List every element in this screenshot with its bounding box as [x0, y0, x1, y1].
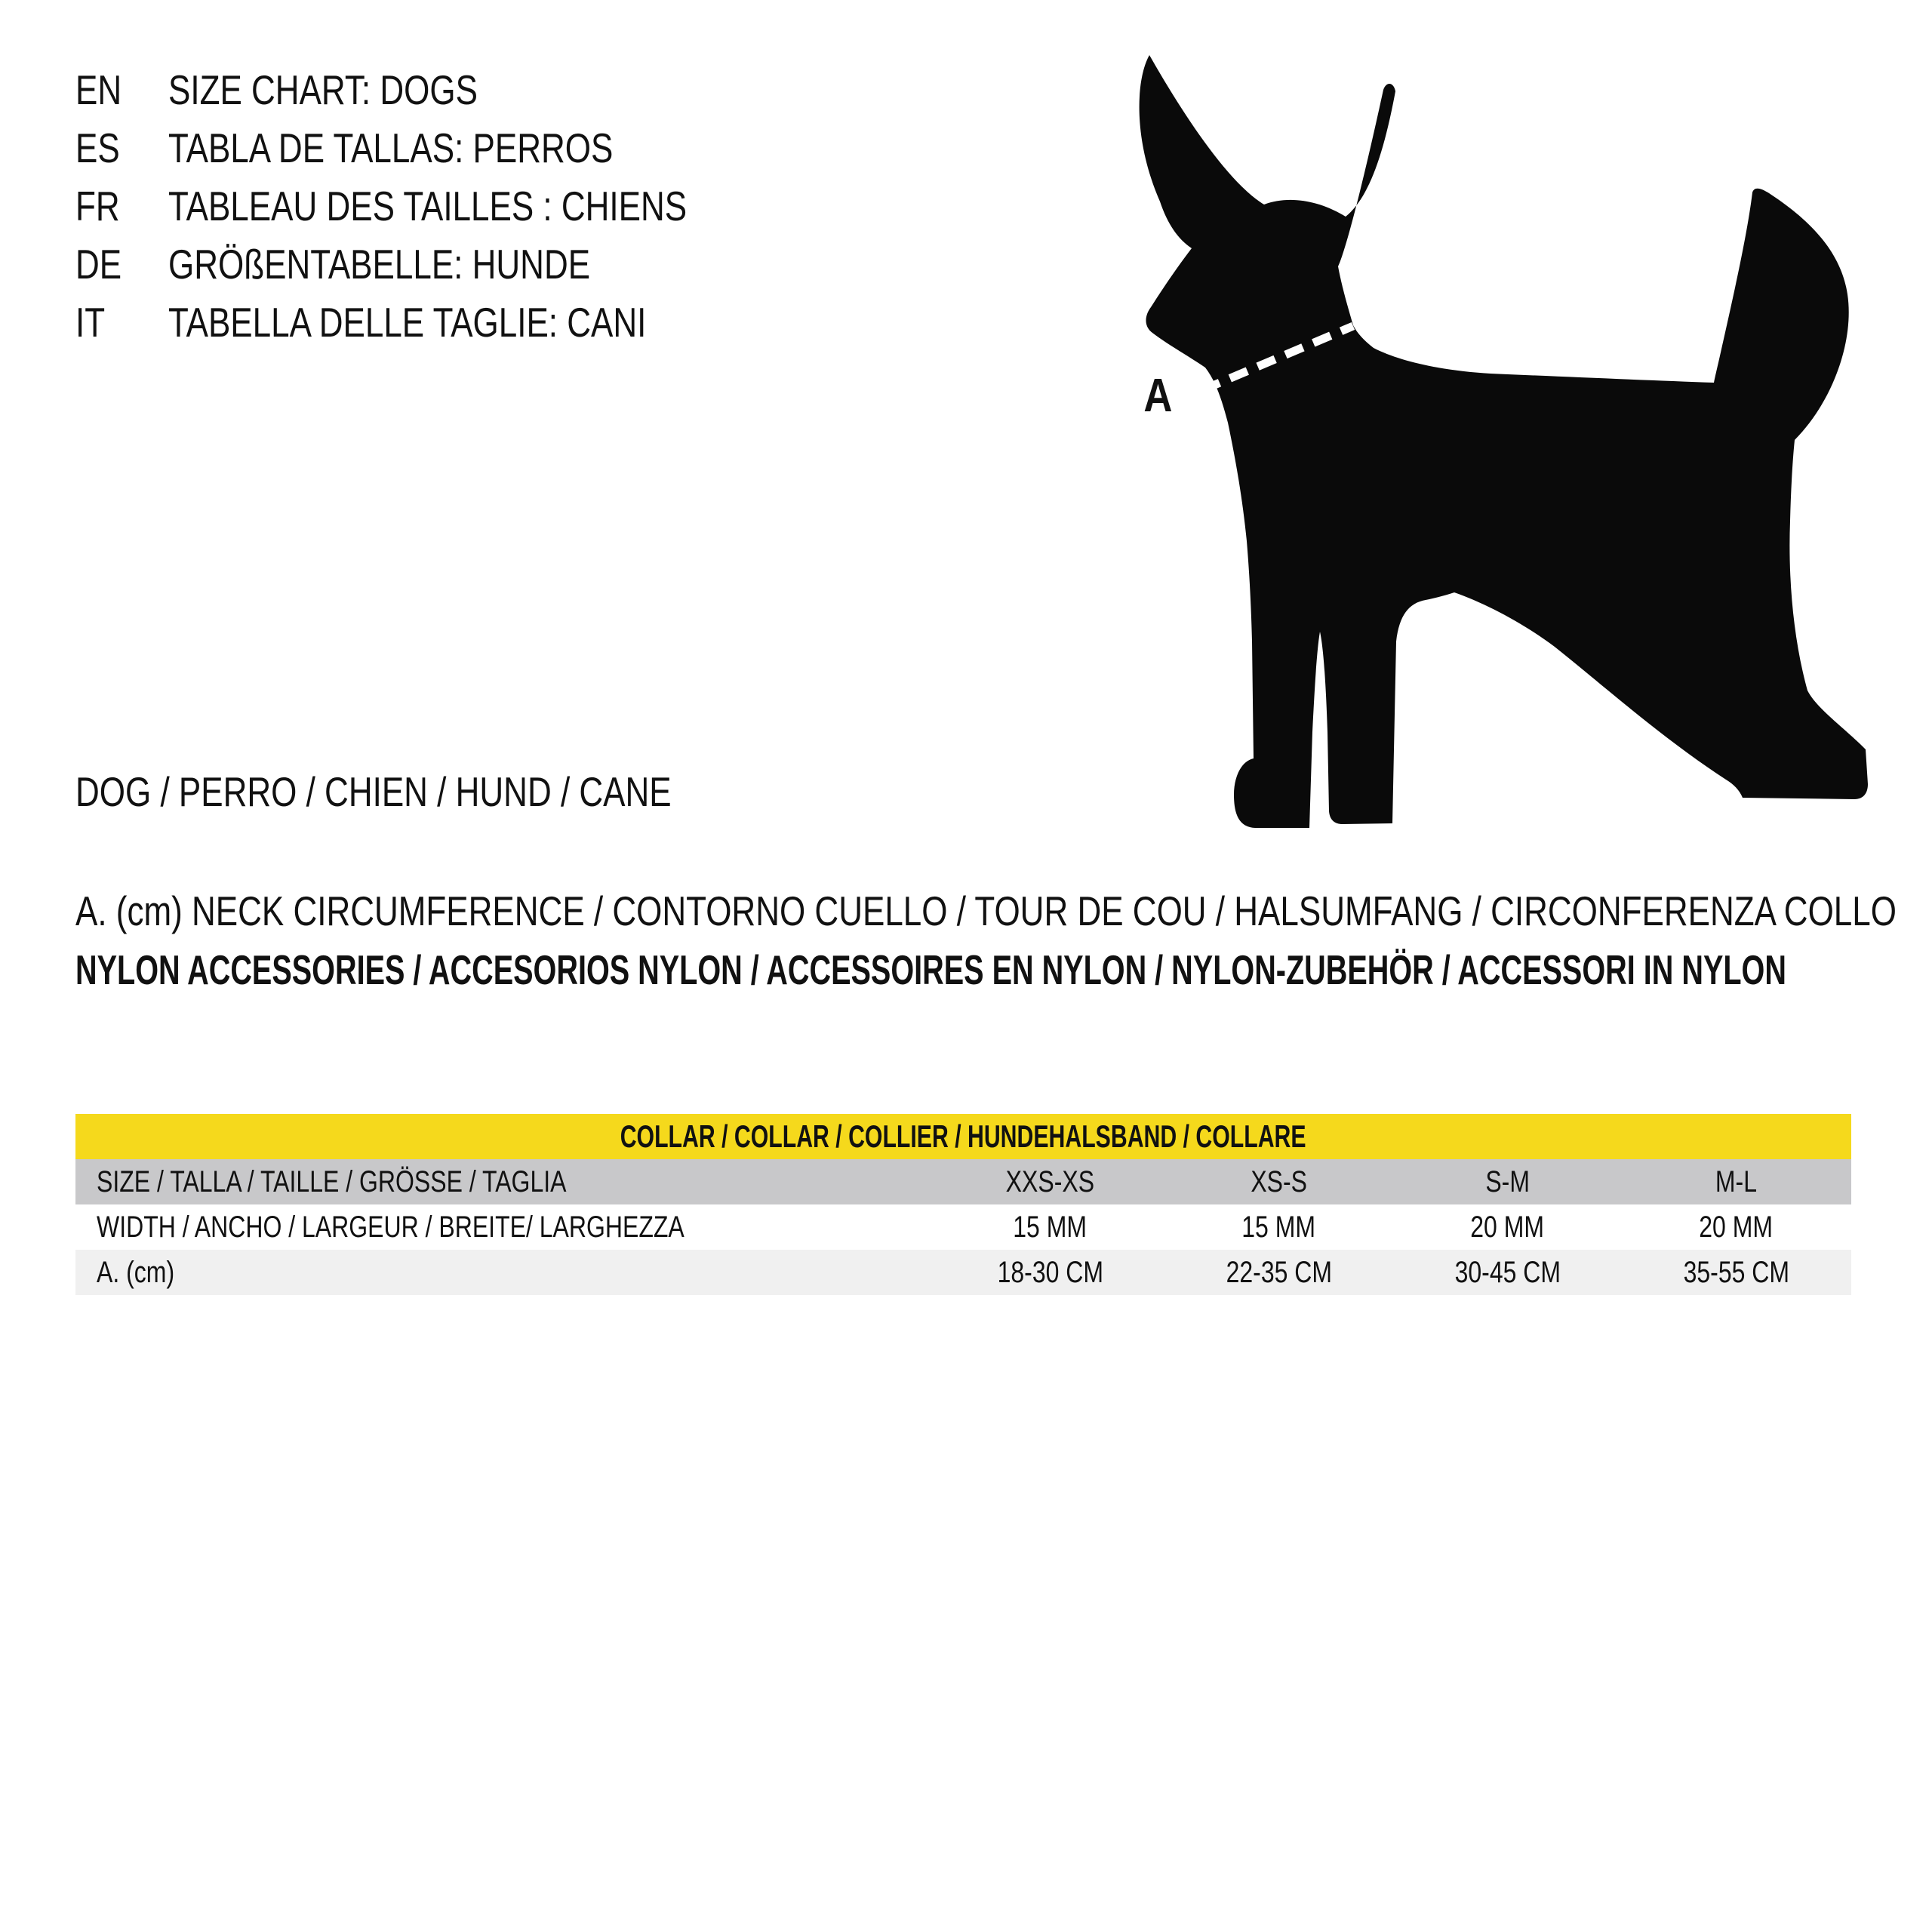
neck-cell: 22-35 CM	[1226, 1256, 1332, 1289]
language-code: ES	[75, 125, 120, 171]
measurement-point-a-label: A	[1143, 370, 1173, 422]
table-row-size	[75, 1159, 1851, 1204]
table-row-width	[75, 1204, 1851, 1250]
language-title: TABLA DE TALLAS: PERROS	[168, 125, 614, 171]
language-title-list	[75, 61, 817, 352]
language-code: FR	[75, 183, 120, 229]
size-cell: S-M	[1485, 1165, 1530, 1198]
language-title: SIZE CHART: DOGS	[168, 66, 478, 113]
language-code: DE	[75, 241, 122, 288]
language-row-en	[75, 61, 817, 119]
animal-caption: DOG / PERRO / CHIEN / HUND / CANE	[75, 768, 672, 815]
neck-cell: 30-45 CM	[1454, 1256, 1561, 1289]
language-code: IT	[75, 299, 106, 346]
language-title: GRÖßENTABELLE: HUNDE	[168, 241, 591, 288]
neck-circumference-note: A. (cm) NECK CIRCUMFERENCE / CONTORNO CUELLO / TOUR DE COU / HALSUMFANG / CIRCONFERENZA COLLO	[75, 888, 1897, 934]
size-cell: XS-S	[1251, 1165, 1307, 1198]
neck-cell: 18-30 CM	[997, 1256, 1103, 1289]
size-cell: XXS-XS	[1005, 1165, 1095, 1198]
width-cell: 15 MM	[1241, 1211, 1316, 1244]
language-row-it	[75, 294, 817, 352]
size-cell: M-L	[1715, 1165, 1758, 1198]
row-label-width: WIDTH / ANCHO / LARGEUR / BREITE/ LARGHEZZA	[97, 1211, 685, 1244]
language-row-es	[75, 119, 817, 177]
width-cell: 20 MM	[1470, 1211, 1545, 1244]
language-row-de	[75, 235, 817, 294]
row-label-a-cm: A. (cm)	[97, 1256, 175, 1289]
row-label-size: SIZE / TALLA / TAILLE / GRÖSSE / TAGLIA	[97, 1165, 567, 1198]
width-cell: 20 MM	[1699, 1211, 1774, 1244]
language-code: EN	[75, 66, 122, 113]
language-row-fr	[75, 177, 817, 235]
language-title: TABLEAU DES TAILLES : CHIENS	[168, 183, 688, 229]
table-row-neck-circumference	[75, 1250, 1851, 1295]
dog-measurement-diagram	[1128, 42, 1898, 841]
dog-body-shape	[1140, 55, 1868, 828]
width-cell: 15 MM	[1013, 1211, 1088, 1244]
table-header-collar: COLLAR / COLLAR / COLLIER / HUNDEHALSBAND / COLLARE	[75, 1114, 1851, 1159]
collar-size-table	[75, 1114, 1851, 1295]
nylon-accessories-note: NYLON ACCESSORIES / ACCESORIOS NYLON / ACCESSOIRES EN NYLON / NYLON-ZUBEHÖR / ACCESSORI IN NYLON	[75, 946, 1786, 993]
neck-cell: 35-55 CM	[1683, 1256, 1789, 1289]
language-title: TABELLA DELLE TAGLIE: CANI	[168, 299, 647, 346]
dog-silhouette	[1128, 42, 1898, 841]
